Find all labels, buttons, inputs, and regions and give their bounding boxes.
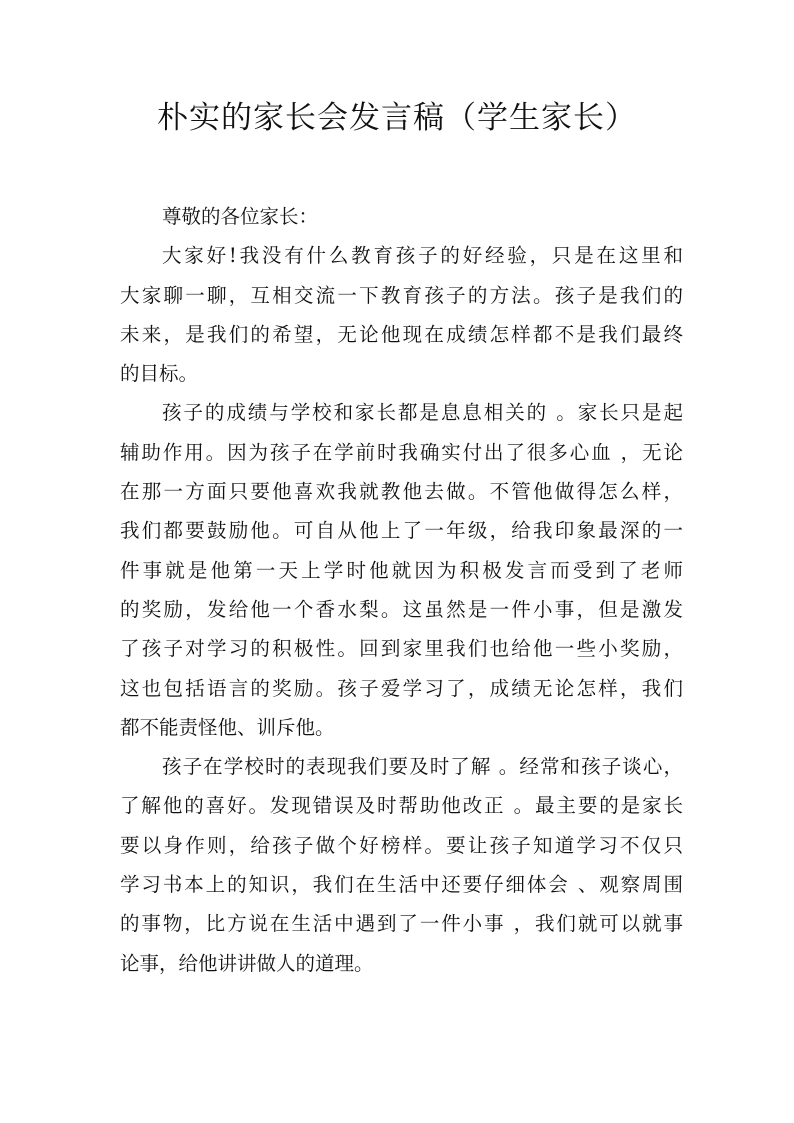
paragraph-line: 件事就是他第一天上学时他就因为积极发言而受到了老师 bbox=[120, 558, 683, 582]
paragraph-line: 的奖励，发给他一个香水梨。这虽然是一件小事，但是激发 bbox=[120, 597, 683, 621]
paragraph-line: 我们都要鼓励他。可自从他上了一年级，给我印象最深的一 bbox=[120, 519, 683, 543]
paragraph-line: 未来，是我们的希望，无论他现在成绩怎样都不是我们最终 bbox=[120, 322, 683, 346]
paragraph-line: 要以身作则，给孩子做个好榜样。要让孩子知道学习不仅只 bbox=[120, 833, 683, 857]
document-body bbox=[120, 197, 683, 983]
greeting-line: 尊敬的各位家长： bbox=[162, 205, 319, 228]
paragraph-line: 大家好!我没有什么教育孩子的好经验，只是在这里和 bbox=[162, 244, 683, 268]
paragraph-line: 大家聊一聊，互相交流一下教育孩子的方法。孩子是我们的 bbox=[120, 283, 683, 307]
paragraph-line: 学习书本上的知识，我们在生活中还要仔细体会 、观察周围 bbox=[120, 873, 683, 897]
paragraph-line: 论事，给他讲讲做人的道理。 bbox=[120, 951, 374, 975]
paragraph-line: 的目标。 bbox=[120, 362, 199, 386]
paragraph-line: 孩子的成绩与学校和家长都是息息相关的 。家长只是起 bbox=[162, 401, 683, 425]
paragraph-line: 在那一方面只要他喜欢我就教他去做。不管他做得怎么样， bbox=[120, 480, 683, 504]
paragraph-line: 的事物，比方说在生活中遇到了一件小事 ，我们就可以就事 bbox=[120, 912, 683, 936]
document-title: 朴实的家长会发言稿（学生家长） bbox=[157, 100, 637, 136]
paragraph-line: 都不能责怪他、训斥他。 bbox=[120, 715, 335, 739]
paragraph-line: 孩子在学校时的表现我们要及时了解 。经常和孩子谈心， bbox=[162, 755, 683, 779]
paragraph-line: 辅助作用。因为孩子在学前时我确实付出了很多心血 ，无论 bbox=[120, 440, 683, 464]
paragraph-line: 了孩子对学习的积极性。回到家里我们也给他一些小奖励， bbox=[120, 637, 683, 661]
paragraph-line: 了解他的喜好。发现错误及时帮助他改正 。最主要的是家长 bbox=[120, 794, 683, 818]
paragraph-line: 这也包括语言的奖励。孩子爱学习了，成绩无论怎样，我们 bbox=[120, 676, 683, 700]
